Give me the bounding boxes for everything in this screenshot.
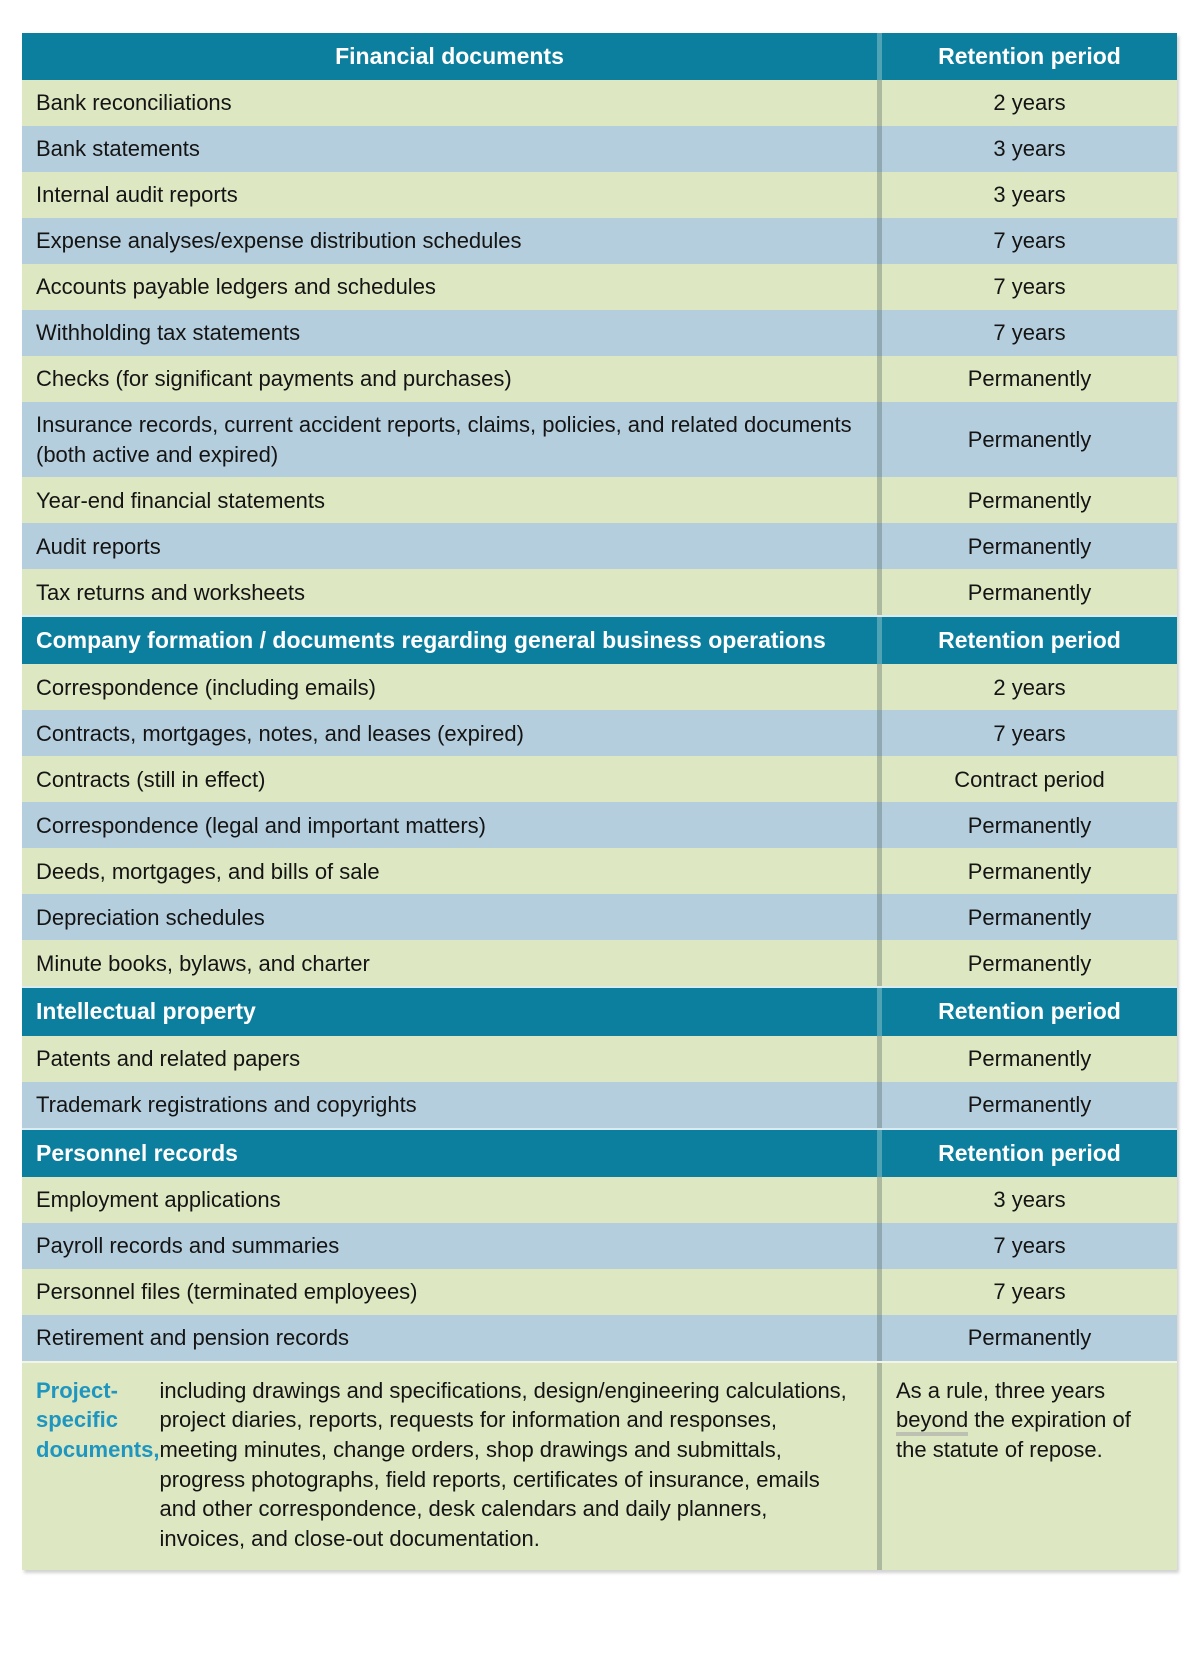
document-name: Deeds, mortgages, and bills of sale: [36, 858, 380, 884]
table-row: [22, 523, 1177, 569]
retention-value: 3 years: [877, 172, 1177, 218]
project-specific-text: [22, 1363, 877, 1570]
table-row: [22, 1177, 1177, 1223]
document-name: Checks (for significant payments and purchases): [36, 366, 512, 392]
document-name: Contracts, mortgages, notes, and leases (expired): [36, 720, 524, 746]
document-name: Contracts (still in effect): [36, 766, 266, 792]
table-row: [22, 1082, 1177, 1128]
section-header-row: [22, 33, 1177, 80]
document-name: Bank statements: [36, 136, 200, 162]
retention-value: 7 years: [877, 310, 1177, 356]
retention-value: Permanently: [877, 802, 1177, 848]
project-specific-lead: Project-specific documents,: [36, 1377, 160, 1462]
table-row: [22, 310, 1177, 356]
retention-value: 2 years: [877, 664, 1177, 710]
project-retention-text: [877, 1363, 1177, 1570]
project-retention-wrap: [896, 1376, 1165, 1465]
retention-value: Permanently: [877, 356, 1177, 402]
document-name: Trademark registrations and copyrights: [36, 1091, 417, 1117]
retention-value: 3 years: [877, 126, 1177, 172]
retention-value: 7 years: [877, 264, 1177, 310]
table-row: [22, 1269, 1177, 1315]
document-name: Insurance records, current accident reports, claims, policies, and related documents (both active and expired): [36, 412, 852, 467]
table-row: [22, 80, 1177, 126]
document-name: Expense analyses/expense distribution schedules: [36, 228, 522, 254]
retention-period-header: Retention period: [877, 1130, 1177, 1177]
document-name: Correspondence (legal and important matters): [36, 812, 487, 838]
project-retention-before: As a rule, three years: [896, 1377, 1106, 1403]
retention-value: 7 years: [877, 1223, 1177, 1269]
table-row: [22, 402, 1177, 477]
section-title: Personnel records: [36, 1139, 238, 1166]
table-row: [22, 172, 1177, 218]
table-row: [22, 848, 1177, 894]
table-row: [22, 126, 1177, 172]
table-row: [22, 477, 1177, 523]
section-title: Company formation / documents regarding general business operations: [36, 627, 826, 654]
retention-value: 3 years: [877, 1177, 1177, 1223]
table-row: [22, 710, 1177, 756]
retention-value: Permanently: [877, 848, 1177, 894]
project-retention-after: the expiration of the statute of repose.: [896, 1407, 1131, 1462]
retention-value: Permanently: [877, 1082, 1177, 1128]
table-row: [22, 1315, 1177, 1361]
retention-value: Permanently: [877, 477, 1177, 523]
document-name: Payroll records and summaries: [36, 1232, 340, 1258]
document-name: Year-end financial statements: [36, 487, 326, 513]
document-name: Personnel files (terminated employees): [36, 1278, 418, 1304]
document-name: Depreciation schedules: [36, 904, 265, 930]
retention-period-header: Retention period: [877, 33, 1177, 80]
retention-value: Permanently: [877, 569, 1177, 615]
document-name: Correspondence (including emails): [36, 674, 376, 700]
table-row: [22, 264, 1177, 310]
retention-period-header: Retention period: [877, 988, 1177, 1035]
table-row: [22, 756, 1177, 802]
retention-table: [22, 33, 1177, 1570]
project-specific-row: [22, 1361, 1177, 1570]
table-row: [22, 894, 1177, 940]
retention-value: Permanently: [877, 1315, 1177, 1361]
retention-value: Permanently: [877, 940, 1177, 986]
retention-value: 7 years: [877, 218, 1177, 264]
retention-value: Permanently: [877, 402, 1177, 477]
section-header-row: [22, 986, 1177, 1035]
table-row: [22, 664, 1177, 710]
document-name: Employment applications: [36, 1186, 281, 1212]
table-row: [22, 218, 1177, 264]
retention-value: Permanently: [877, 1036, 1177, 1082]
table-row: [22, 356, 1177, 402]
project-specific-rest: including drawings and specifications, design/engineering calculations, project diaries, reports, requests for information and responses, meeting minutes, change orders, shop drawings and submittals, progress photographs, field reports, certificates of insurance, emails and other correspondence, desk calendars and daily planners, invoices, and close-out documentation.: [159, 1377, 847, 1551]
retention-value: 7 years: [877, 1269, 1177, 1315]
document-name: Withholding tax statements: [36, 320, 301, 346]
document-name: Minute books, bylaws, and charter: [36, 950, 370, 976]
retention-value: 2 years: [877, 80, 1177, 126]
document-name: Audit reports: [36, 533, 161, 559]
retention-value: Contract period: [877, 756, 1177, 802]
table-row: [22, 940, 1177, 986]
table-row: [22, 1036, 1177, 1082]
section-header-row: [22, 615, 1177, 664]
underlined-word: beyond: [896, 1407, 968, 1436]
document-name: Bank reconciliations: [36, 90, 232, 116]
section-title: Financial documents: [335, 43, 564, 69]
section-header-row: [22, 1128, 1177, 1177]
document-name: Internal audit reports: [36, 182, 238, 208]
retention-value: Permanently: [877, 523, 1177, 569]
table-row: [22, 1223, 1177, 1269]
document-name: Retirement and pension records: [36, 1324, 350, 1350]
retention-period-header: Retention period: [877, 617, 1177, 664]
retention-value: Permanently: [877, 894, 1177, 940]
table-row: [22, 802, 1177, 848]
retention-value: 7 years: [877, 710, 1177, 756]
document-name: Tax returns and worksheets: [36, 579, 306, 605]
document-name: Accounts payable ledgers and schedules: [36, 274, 436, 300]
table-row: [22, 569, 1177, 615]
section-title: Intellectual property: [36, 998, 256, 1025]
document-name: Patents and related papers: [36, 1045, 301, 1071]
